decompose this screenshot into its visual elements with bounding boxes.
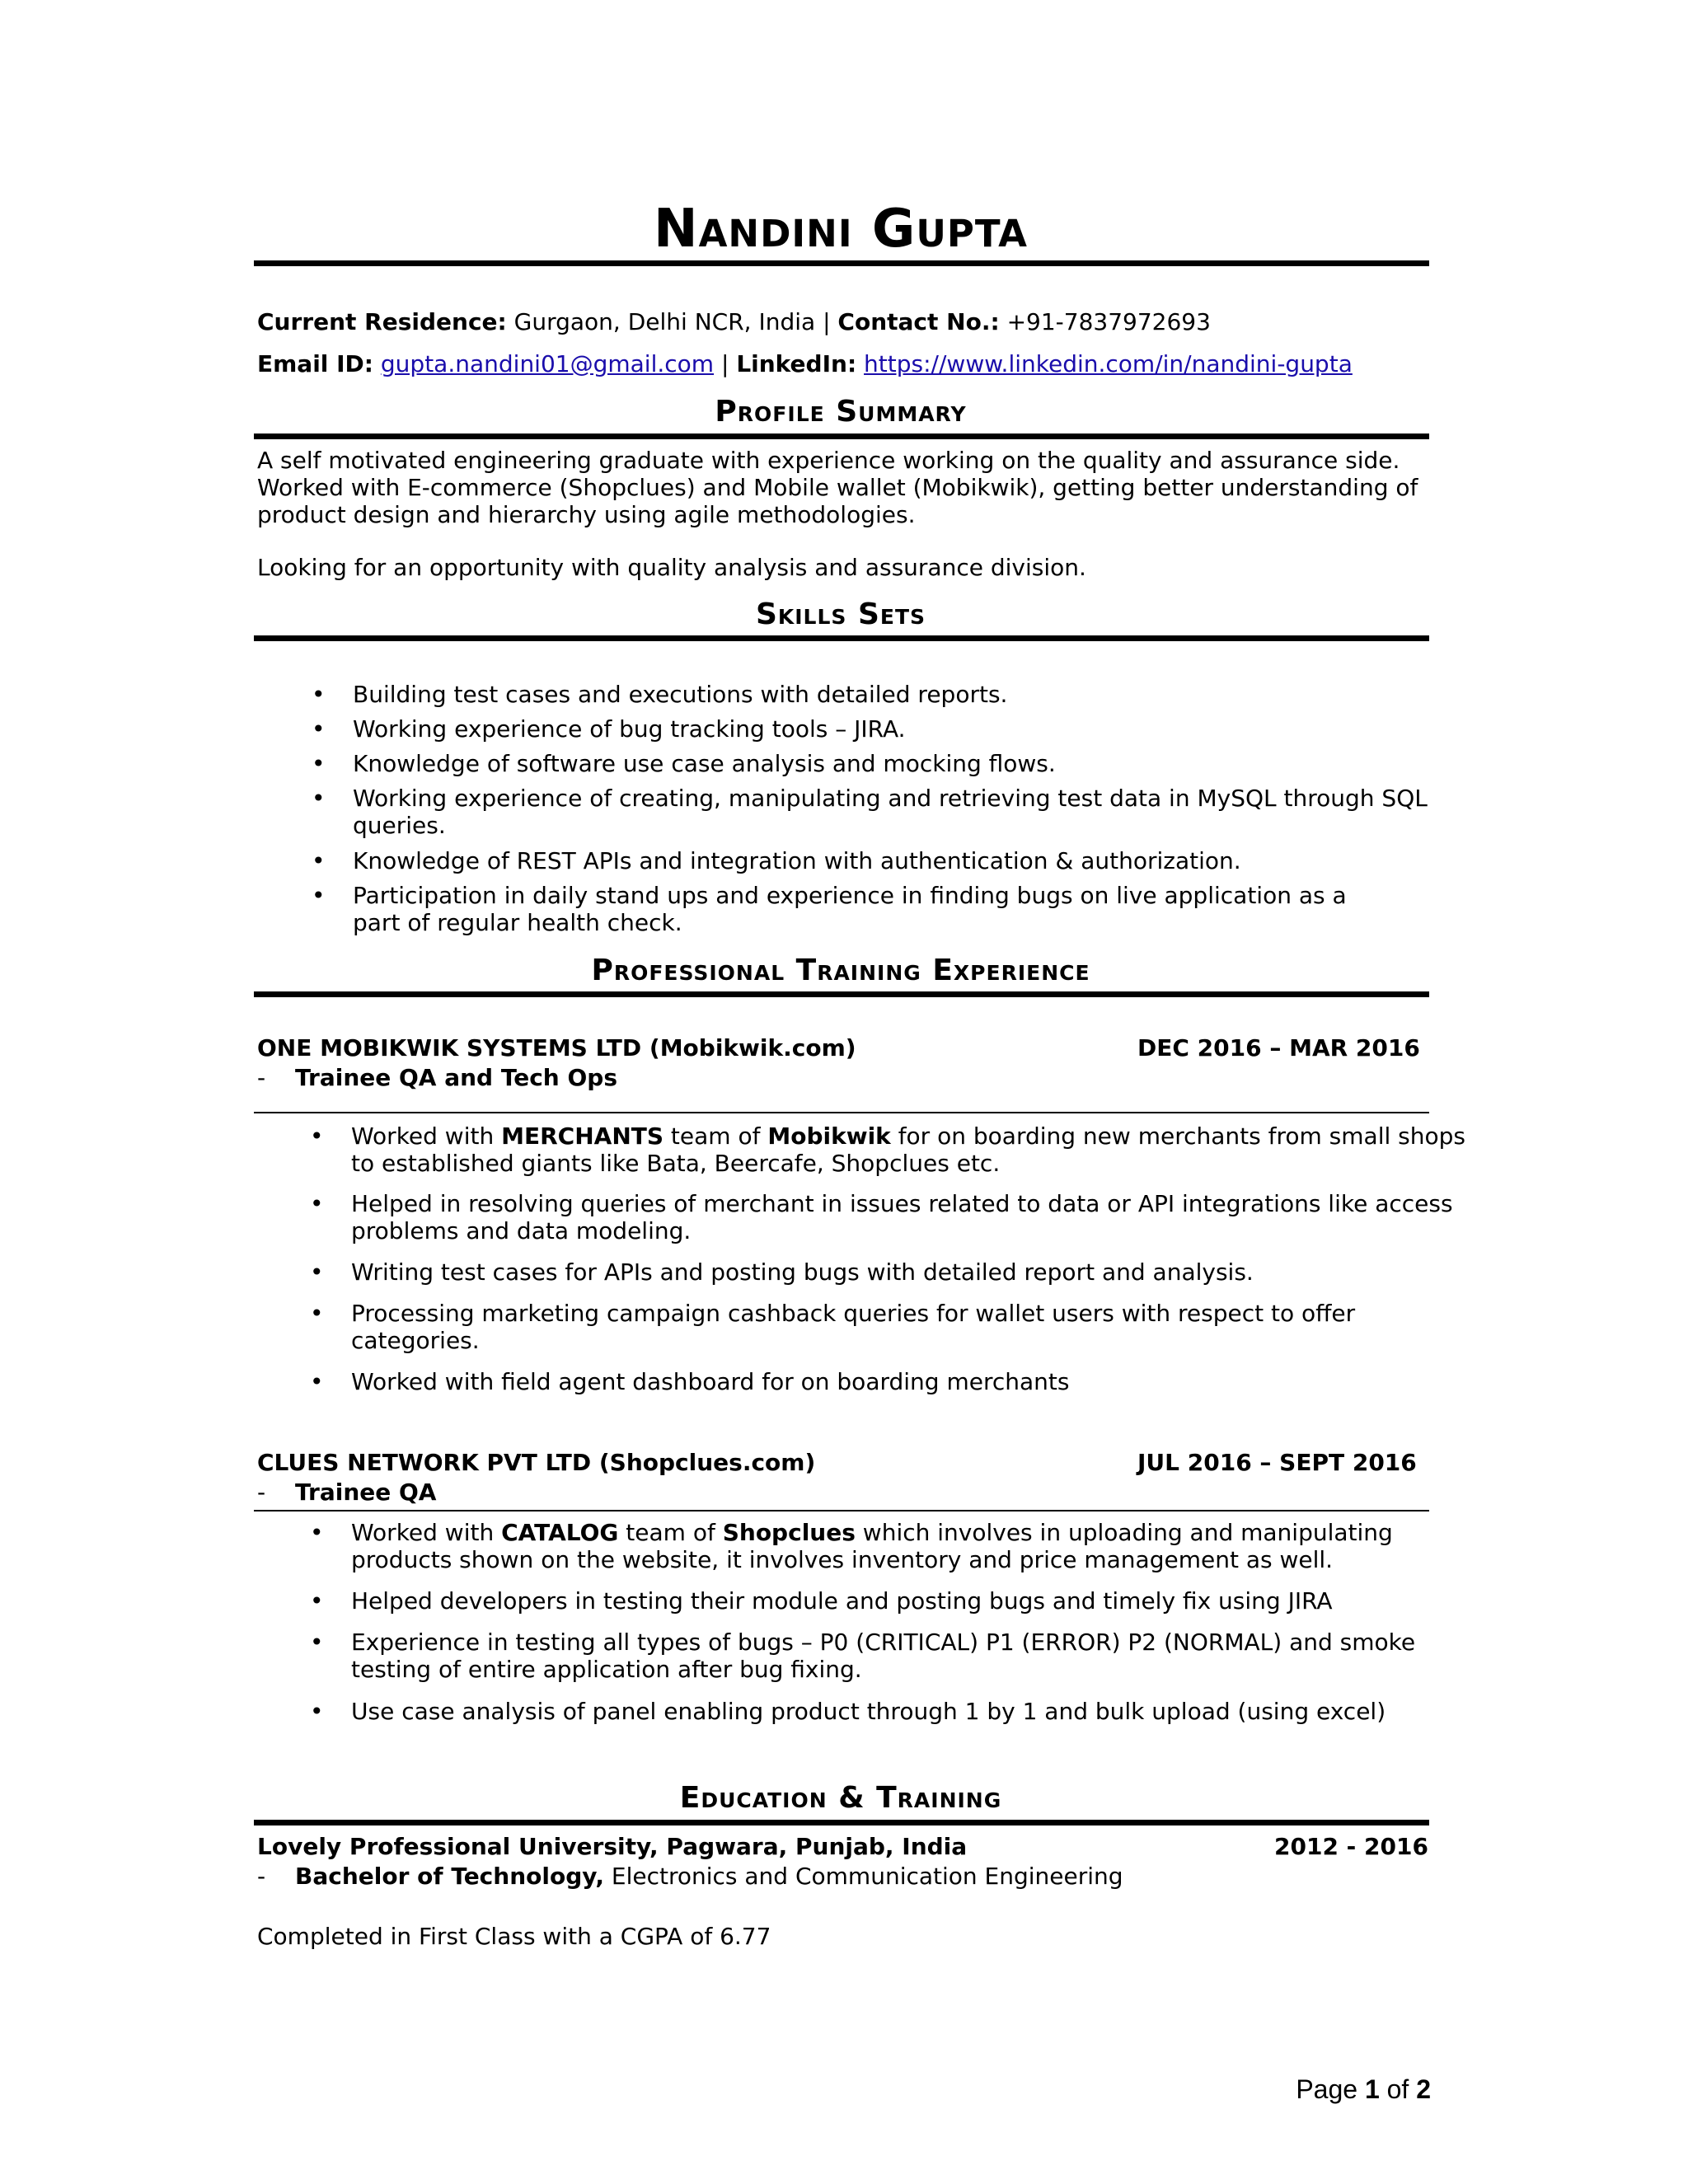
skill-item: • Working experience of bug tracking tools – JIRA.: [312, 715, 906, 743]
bullet-icon: •: [310, 1629, 324, 1656]
bullet-icon: •: [310, 1258, 324, 1286]
job-bullet: • Use case analysis of panel enabling product through 1 by 1 and bulk upload (using excel): [310, 1698, 1386, 1725]
job-bullet: • Helped in resolving queries of merchant in issues related to data or API integrations like access problems and data modeling.: [310, 1190, 1453, 1244]
page-number: Page 1 of 2: [1296, 2074, 1431, 2104]
profile-summary-title: Profile Summary: [715, 395, 967, 429]
skill-item: • Knowledge of software use case analysis and mocking flows.: [312, 750, 1056, 777]
skill-item: • Participation in daily stand ups and experience in finding bugs on live application as a part of regular health check.: [312, 882, 1347, 936]
education-degree: - Bachelor of Technology, Electronics and Communication Engineering: [257, 1863, 1123, 1890]
profile-line: product design and hierarchy using agile methodologies.: [257, 501, 916, 528]
skill-item: • Knowledge of REST APIs and integration with authentication & authorization.: [312, 847, 1241, 874]
job-bullet: • Processing marketing campaign cashback queries for wallet users with respect to offer categories.: [310, 1300, 1356, 1354]
section-rule: [254, 434, 1429, 439]
email-label: Email ID:: [257, 350, 373, 377]
linkedin-link[interactable]: https://www.linkedin.com/in/nandini-gupta: [864, 350, 1353, 377]
experience-title: Professional Training Experience: [591, 954, 1090, 987]
skills-title: Skills Sets: [755, 598, 926, 631]
job-rule: [254, 1510, 1429, 1511]
section-rule: [254, 1820, 1429, 1825]
job-bullet: • Experience in testing all types of bugs – P0 (CRITICAL) P1 (ERROR) P2 (NORMAL) and smoke testing of entire application after bug fixing.: [310, 1629, 1416, 1683]
bullet-icon: •: [310, 1368, 324, 1395]
bullet-icon: •: [310, 1698, 324, 1725]
job-bullet: • Writing test cases for APIs and posting bugs with detailed report and analysis.: [310, 1258, 1254, 1286]
job-bullet: • Helped developers in testing their module and posting bugs and timely fix using JIRA: [310, 1587, 1333, 1615]
bullet-icon: •: [310, 1587, 324, 1615]
email-link[interactable]: gupta.nandini01@gmail.com: [380, 350, 715, 377]
skill-item: • Building test cases and executions with detailed reports.: [312, 681, 1008, 708]
bullet-icon: •: [310, 1519, 324, 1546]
candidate-name: Nandini Gupta: [654, 199, 1028, 260]
bullet-icon: •: [312, 750, 326, 777]
job-role: - Trainee QA and Tech Ops: [257, 1064, 617, 1091]
bullet-icon: •: [312, 847, 326, 874]
profile-line: Worked with E-commerce (Shopclues) and Mobile wallet (Mobikwik), getting better understanding of: [257, 474, 1418, 501]
bullet-icon: •: [310, 1122, 324, 1150]
profile-line: A self motivated engineering graduate with experience working on the quality and assurance side.: [257, 447, 1400, 474]
education-institution: Lovely Professional University, Pagwara, Punjab, India: [257, 1833, 968, 1860]
residence-label: Current Residence:: [257, 308, 507, 335]
contact-line-2: [257, 350, 1353, 378]
education-result: Completed in First Class with a CGPA of 6.77: [257, 1923, 771, 1950]
job-bullet: • Worked with MERCHANTS team of Mobikwik for on boarding new merchants from small shops to established giants like Bata, Beercafe, Shopclues etc.: [310, 1122, 1465, 1177]
job-dates: JUL 2016 – SEPT 2016: [1137, 1449, 1417, 1476]
bullet-icon: •: [310, 1190, 324, 1217]
header-rule: [254, 260, 1429, 266]
residence-value: Gurgaon, Delhi NCR, India: [513, 308, 816, 335]
bullet-icon: •: [312, 882, 326, 909]
contact-line-1: [257, 308, 1211, 336]
bullet-icon: •: [312, 785, 326, 812]
job-role: - Trainee QA: [257, 1479, 437, 1506]
skill-item: • Working experience of creating, manipulating and retrieving test data in MySQL through SQL queries.: [312, 785, 1428, 839]
contact-value: +91-7837972693: [1006, 308, 1211, 335]
education-years: 2012 - 2016: [1274, 1833, 1428, 1860]
section-rule: [254, 991, 1429, 997]
section-rule: [254, 635, 1429, 641]
job-rule: [254, 1112, 1429, 1113]
contact-label: Contact No.:: [837, 308, 1000, 335]
job-company: CLUES NETWORK PVT LTD (Shopclues.com): [257, 1449, 816, 1476]
bullet-icon: •: [310, 1300, 324, 1327]
education-title: Education & Training: [679, 1781, 1002, 1815]
profile-closing: Looking for an opportunity with quality analysis and assurance division.: [257, 554, 1086, 581]
job-dates: DEC 2016 – MAR 2016: [1137, 1034, 1420, 1062]
separator: |: [720, 350, 729, 377]
job-bullet: • Worked with field agent dashboard for on boarding merchants: [310, 1368, 1070, 1395]
separator: |: [823, 308, 831, 335]
job-bullet: • Worked with CATALOG team of Shopclues which involves in uploading and manipulating products shown on the website, it involves inventory and price management as well.: [310, 1519, 1393, 1573]
bullet-icon: •: [312, 681, 326, 708]
job-company: ONE MOBIKWIK SYSTEMS LTD (Mobikwik.com): [257, 1034, 856, 1062]
bullet-icon: •: [312, 715, 326, 743]
linkedin-label: LinkedIn:: [736, 350, 857, 377]
